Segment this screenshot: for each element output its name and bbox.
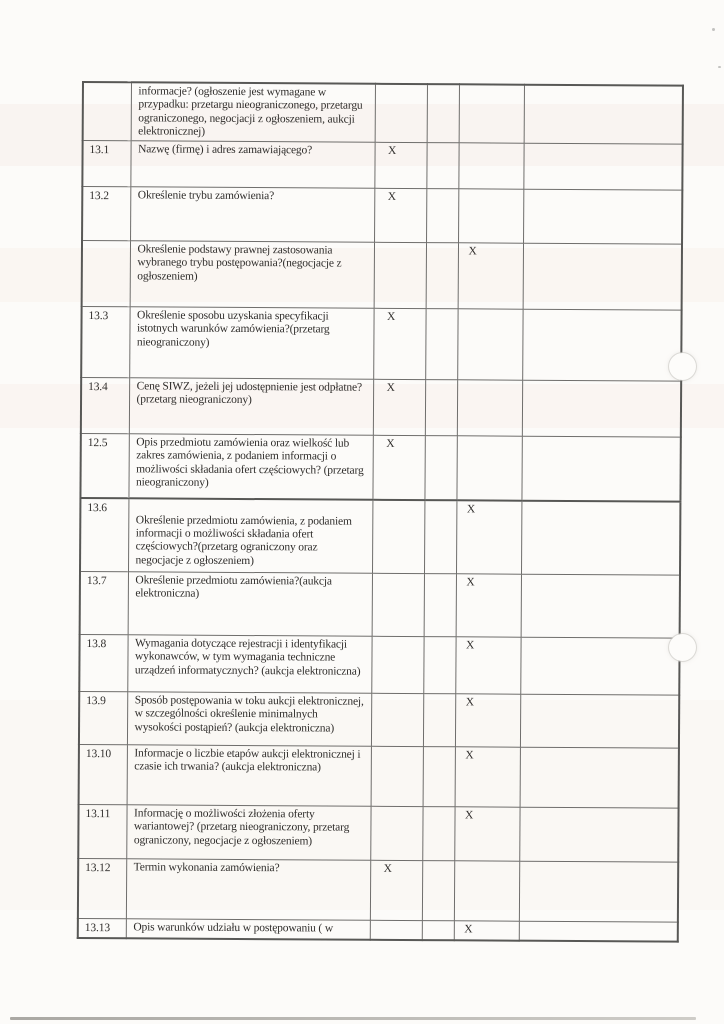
question-cell xyxy=(127,635,371,693)
question-text: Opis przedmiotu zamówienia oraz wielkość lub zakres zamówienia, z podaniem informacji o możliwości składania ofert częściowych? (przetarg nieograniczony) xyxy=(136,436,364,489)
answer-mark-cell-2 xyxy=(426,243,458,309)
punch-hole-artifact xyxy=(669,353,696,380)
item-number-cell: 12.5 xyxy=(80,434,128,498)
answer-mark-cell-3: X xyxy=(456,574,521,637)
item-number-cell: 13.9 xyxy=(79,692,127,745)
answer-mark-cell-2 xyxy=(425,380,457,436)
table-row xyxy=(82,141,682,191)
scan-edge-artifact xyxy=(10,1017,696,1020)
answer-mark-cell-1 xyxy=(370,806,422,860)
question-text: Określenie przedmiotu zamówienia?(aukcja elektroniczna) xyxy=(135,574,332,601)
notes-cell xyxy=(520,694,679,748)
question-text: Określenie podstawy prawnej zastosowania wybranego trybu postępowania?(negocjacje z ogłoszeniem) xyxy=(137,243,342,283)
answer-mark-cell-2 xyxy=(423,694,455,747)
question-cell xyxy=(131,82,375,142)
answer-mark-cell-1: X xyxy=(372,435,424,499)
answer-mark-cell-1 xyxy=(371,636,423,693)
answer-mark-cell-2 xyxy=(424,436,456,500)
item-number-cell: 13.2 xyxy=(82,187,130,241)
answer-mark-cell-3 xyxy=(459,84,524,143)
notes-cell xyxy=(521,436,680,501)
question-text: Opis warunków udziału w postępowaniu ( w xyxy=(133,921,334,935)
item-number-cell: 13.12 xyxy=(78,859,126,919)
notes-cell xyxy=(520,747,679,808)
question-text: Określenie przedmiotu zamówienia, z podaniem informacji o możliwości składania ofert częściowych?(przetarg ograniczony oraz negocjacje z ogłoszeniem) xyxy=(135,514,352,567)
scan-speck-artifact xyxy=(712,28,715,31)
answer-mark-cell-3 xyxy=(457,309,522,380)
question-cell xyxy=(128,572,372,636)
table-row xyxy=(78,805,678,863)
question-cell xyxy=(127,692,371,746)
answer-mark-cell-2 xyxy=(427,84,459,143)
question-text: Sposób postępowania w toku aukcji elektronicznej, w szczególności określenie minimalnych wysokości postąpień? (aukcja elektroniczna) xyxy=(134,694,364,735)
question-cell xyxy=(129,378,373,435)
item-number-cell xyxy=(83,82,131,141)
question-text: Termin wykonania zamówienia? xyxy=(133,861,280,875)
question-cell xyxy=(128,498,372,573)
question-cell xyxy=(130,141,374,188)
notes-cell xyxy=(523,189,682,244)
answer-mark-cell-1 xyxy=(372,573,424,636)
answer-mark-cell-3: X xyxy=(455,694,520,747)
answer-mark-cell-3: X xyxy=(456,500,521,574)
question-text: Informację o możliwości złożenia oferty wariantowej? (przetarg nieograniczony, przetarg ograniczony, negocjacje z ogłoszeniem) xyxy=(133,807,350,848)
item-number-cell: 13.6 xyxy=(80,498,128,572)
answer-mark-cell-1 xyxy=(374,242,426,308)
answer-mark-cell-3: X xyxy=(455,747,520,807)
table-row xyxy=(80,434,680,502)
table-row xyxy=(82,187,682,245)
notes-cell xyxy=(522,380,681,437)
notes-cell xyxy=(523,243,682,310)
answer-mark-cell-2 xyxy=(423,747,455,807)
notes-cell xyxy=(523,143,682,190)
answer-mark-cell-3: X xyxy=(454,807,519,861)
question-text: Informacje o liczbie etapów aukcji elektronicznej i czasie ich trwania? (aukcja elektroniczna) xyxy=(134,747,361,774)
question-text: Określenie sposobu uzyskania specyfikacji istotnych warunków zamówienia?(przetarg nieograniczony) xyxy=(136,309,330,349)
answer-mark-cell-3: X xyxy=(454,921,519,940)
checklist-table-wrap xyxy=(77,81,684,942)
question-cell xyxy=(129,307,373,379)
item-number-cell: 13.13 xyxy=(78,919,126,938)
answer-mark-cell-1 xyxy=(370,920,422,939)
notes-cell xyxy=(521,574,680,638)
answer-mark-cell-3: X xyxy=(455,637,520,694)
notes-cell xyxy=(522,309,681,381)
notes-cell xyxy=(521,500,680,575)
item-number-cell: 13.10 xyxy=(79,745,127,805)
question-text: informacje? (ogłoszenie jest wymagane w przypadku: przetargu nieograniczonego, przetargu ograniczonego, negocjacji z ogłoszeniem, aukcji elektronicznej) xyxy=(138,85,363,138)
table-row xyxy=(82,241,682,311)
item-number-cell: 13.1 xyxy=(82,141,130,187)
answer-mark-cell-3 xyxy=(457,380,522,436)
table-row xyxy=(79,692,679,749)
table-row xyxy=(81,307,681,382)
question-text: Określenie trybu zamówienia? xyxy=(137,189,275,203)
question-cell xyxy=(126,859,370,920)
answer-mark-cell-2 xyxy=(426,189,458,243)
answer-mark-cell-3 xyxy=(458,143,523,189)
table-row xyxy=(78,859,678,923)
notes-cell xyxy=(519,861,678,922)
question-text: Wymagania dotyczące rejestracji i identyfikacji wykonawców, w tym wymagania techniczne urządzeń informatycznych? (aukcja elektroniczna) xyxy=(134,637,361,678)
notes-cell xyxy=(524,85,683,145)
answer-mark-cell-3: X xyxy=(458,243,523,309)
answer-mark-cell-2 xyxy=(425,309,457,380)
table-row xyxy=(83,82,683,144)
answer-mark-cell-1 xyxy=(371,693,423,746)
answer-mark-cell-2 xyxy=(422,921,454,940)
answer-mark-cell-2 xyxy=(422,807,454,861)
answer-mark-cell-1: X xyxy=(370,860,422,920)
table-row xyxy=(80,572,680,639)
answer-mark-cell-1: X xyxy=(373,308,425,379)
notes-cell xyxy=(520,637,679,695)
answer-mark-cell-2 xyxy=(422,861,454,921)
notes-cell xyxy=(519,921,678,941)
table-row xyxy=(79,745,679,809)
item-number-cell: 13.4 xyxy=(81,378,129,434)
question-cell xyxy=(130,241,374,308)
item-number-cell: 13.11 xyxy=(78,805,126,859)
answer-mark-cell-3 xyxy=(458,189,523,243)
answer-mark-cell-1: X xyxy=(374,188,426,242)
answer-mark-cell-1: X xyxy=(374,142,426,188)
question-text: Cenę SIWZ, jeżeli jej udostępnienie jest odpłatne?(przetarg nieograniczony) xyxy=(136,380,362,407)
item-number-cell: 13.3 xyxy=(81,307,129,378)
answer-mark-cell-2 xyxy=(426,143,458,189)
question-cell xyxy=(126,805,370,860)
answer-mark-cell-1 xyxy=(372,499,424,573)
answer-mark-cell-2 xyxy=(424,500,456,574)
scan-speck-artifact xyxy=(718,66,721,68)
answer-mark-cell-3 xyxy=(454,861,519,921)
table-row xyxy=(79,635,679,696)
question-cell xyxy=(126,919,370,939)
checklist-table-body xyxy=(78,82,683,941)
checklist-table xyxy=(77,81,684,942)
question-cell xyxy=(128,434,372,499)
table-row xyxy=(78,919,678,942)
answer-mark-cell-1 xyxy=(371,746,423,806)
answer-mark-cell-2 xyxy=(423,637,455,694)
table-row xyxy=(81,378,681,438)
question-cell xyxy=(130,187,374,242)
table-row xyxy=(80,498,680,576)
punch-hole-artifact xyxy=(669,634,696,661)
answer-mark-cell-1 xyxy=(375,84,427,143)
question-cell xyxy=(127,745,371,806)
answer-mark-cell-1: X xyxy=(373,379,425,435)
question-text: Nazwę (firmę) i adres zamawiającego? xyxy=(138,143,313,157)
item-number-cell: 13.7 xyxy=(80,572,128,635)
notes-cell xyxy=(519,807,678,862)
answer-mark-cell-3 xyxy=(456,436,521,500)
item-number-cell: 13.8 xyxy=(79,635,127,692)
answer-mark-cell-2 xyxy=(424,574,456,637)
item-number-cell xyxy=(82,241,130,307)
